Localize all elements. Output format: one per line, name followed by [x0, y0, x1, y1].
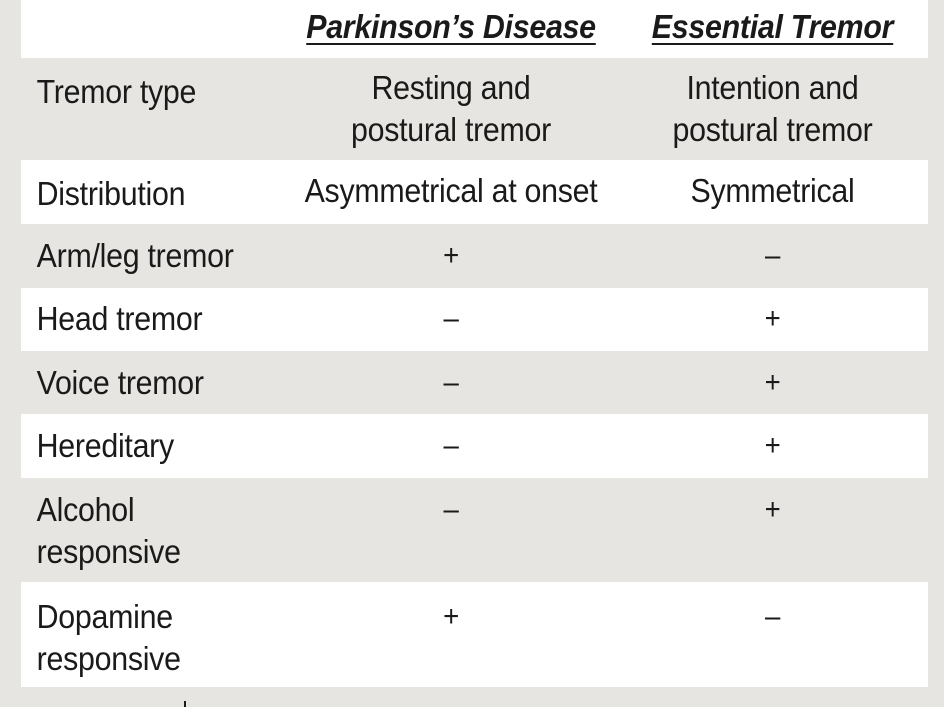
et-value: + — [764, 493, 781, 526]
row-label: Voice tremor — [36, 364, 204, 401]
row-label: Tremor type — [36, 73, 197, 110]
et-value: + — [764, 302, 781, 335]
et-value: Symmetrical — [690, 172, 855, 209]
table-header-row — [21, 0, 928, 58]
row-label: Dopamine responsive — [36, 598, 181, 677]
table-row — [21, 582, 928, 687]
et-value: – — [764, 239, 781, 272]
pd-value: + — [443, 239, 459, 272]
row-label: Head tremor — [36, 300, 203, 337]
et-value: Intention and postural tremor — [672, 69, 873, 148]
table-row — [21, 160, 928, 224]
header-parkinsons-disease: Parkinson’s Disease — [306, 8, 596, 45]
et-value: + — [764, 429, 781, 462]
row-label: Arm/leg tremor — [36, 237, 234, 274]
page-edge-mark — [184, 701, 186, 707]
et-value: – — [764, 600, 781, 633]
table-row — [21, 414, 928, 478]
pd-value: – — [443, 302, 459, 335]
pd-value: – — [443, 493, 459, 526]
row-label: Alcohol responsive — [36, 491, 181, 570]
pd-value: – — [443, 429, 459, 462]
pd-value: + — [443, 600, 459, 633]
row-label: Hereditary — [36, 427, 174, 464]
pd-value: Resting and postural tremor — [350, 69, 552, 148]
header-essential-tremor: Essential Tremor — [651, 8, 894, 45]
table-row — [21, 478, 928, 582]
row-label: Distribution — [36, 175, 186, 212]
comparison-table — [21, 0, 928, 687]
et-value: + — [764, 366, 781, 399]
table-row — [21, 351, 928, 414]
table-row — [21, 224, 928, 288]
pd-value: Asymmetrical at onset — [304, 172, 598, 209]
pd-value: – — [443, 366, 459, 399]
table-row — [21, 288, 928, 351]
table-row — [21, 58, 928, 160]
